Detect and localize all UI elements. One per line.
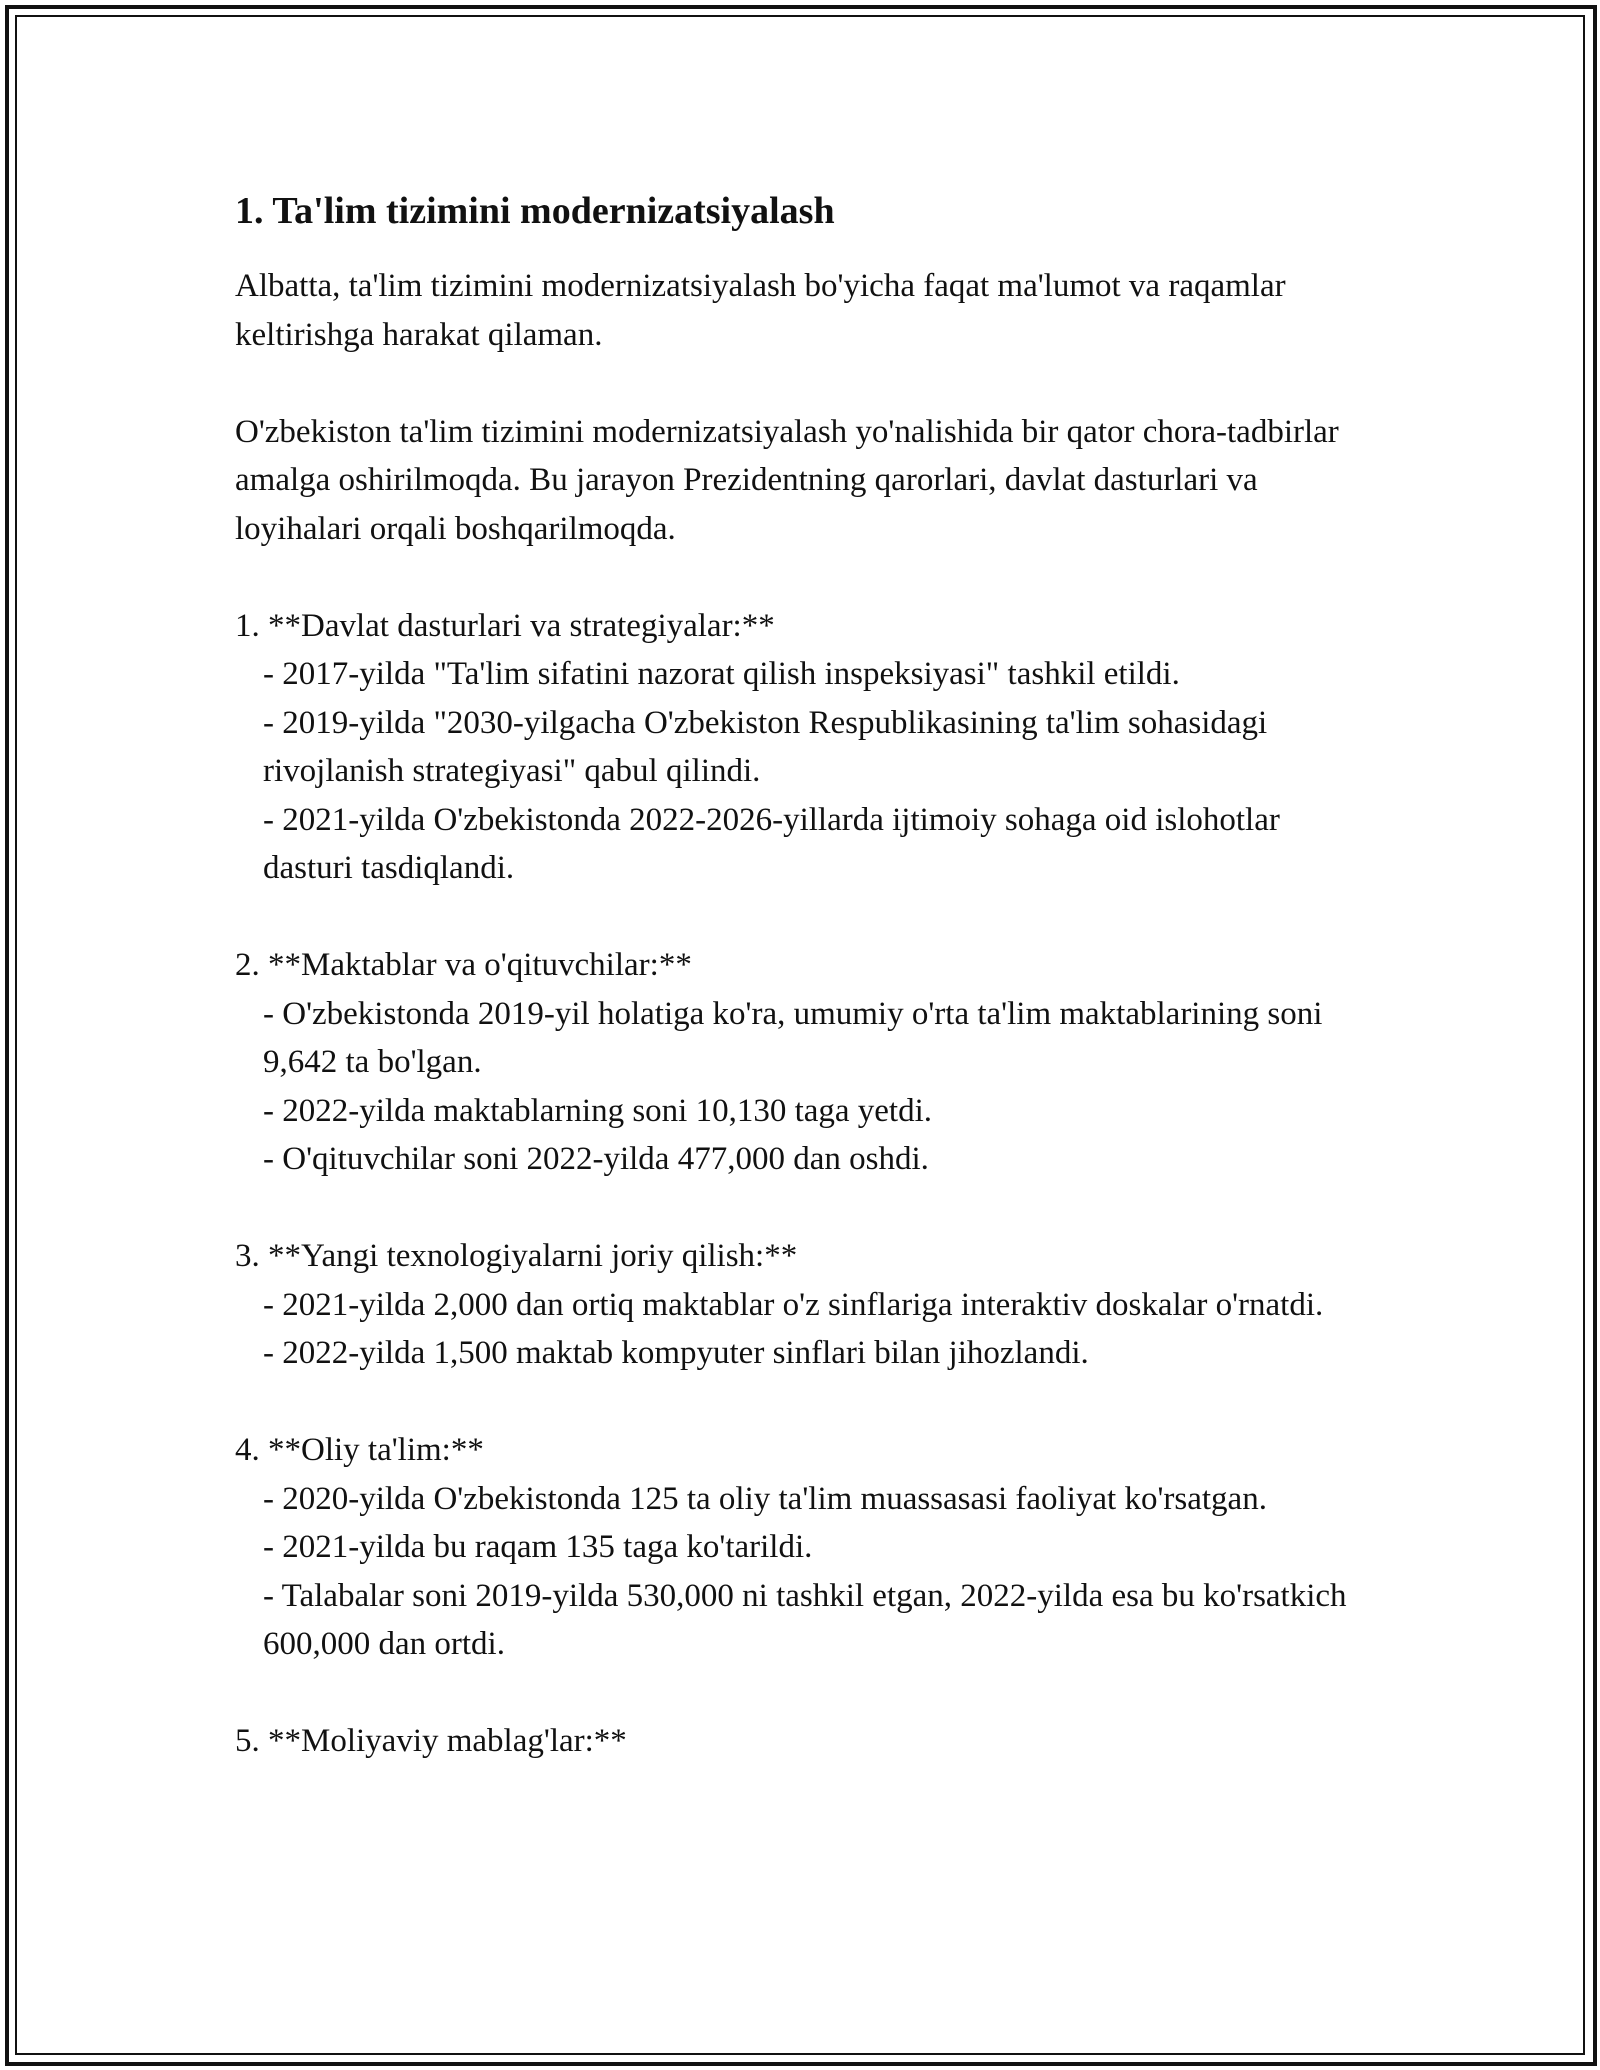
- list-item: - 2019-yilda "2030-yilgacha O'zbekiston Respublikasining ta'lim sohasidagi rivojlanish strategiyasi" qabul qilindi.: [263, 704, 1268, 789]
- list-item: - 2017-yilda "Ta'lim sifatini nazorat qilish inspeksiyasi" tashkil etildi.: [263, 656, 1180, 692]
- document-body: [235, 186, 1365, 1766]
- list-item: - 2021-yilda 2,000 dan ortiq maktablar o'z sinflariga interaktiv doskalar o'rnatdi.: [263, 1286, 1324, 1323]
- list-item: - 2022-yilda 1,500 maktab kompyuter sinflari bilan jihozlandi.: [263, 1335, 1089, 1371]
- list-item: - 2020-yilda O'zbekistonda 125 ta oliy ta'lim muassasasi faoliyat ko'rsatgan.: [263, 1480, 1267, 1517]
- section-1: [235, 602, 1365, 893]
- intro-paragraph-2: O'zbekiston ta'lim tizimini modernizatsiyalash yo'nalishida bir qator chora-tadbirlar amalga oshirilmoqda. Bu jarayon Prezidentning qarorlari, davlat dasturlari va loyihalari orqali boshqarilmoqda.: [235, 413, 1339, 547]
- list-item: - O'qituvchilar soni 2022-yilda 477,000 dan oshdi.: [263, 1141, 929, 1177]
- section-title: 1. **Davlat dasturlari va strategiyalar:**: [235, 607, 775, 644]
- section-5: [235, 1717, 1365, 1766]
- section-4: [235, 1426, 1365, 1669]
- section-title: 5. **Moliyaviy mablag'lar:**: [235, 1723, 627, 1759]
- list-item: - Talabalar soni 2019-yilda 530,000 ni tashkil etgan, 2022-yilda esa bu ko'rsatkich 600,000 dan ortdi.: [263, 1577, 1347, 1662]
- section-2: [235, 941, 1365, 1184]
- list-item: - 2021-yilda O'zbekistonda 2022-2026-yillarda ijtimoiy sohaga oid islohotlar dasturi tasdiqlandi.: [263, 801, 1280, 886]
- list-item: - 2022-yilda maktablarning soni 10,130 taga yetdi.: [263, 1092, 933, 1129]
- list-item: - 2021-yilda bu raqam 135 taga ko'tarildi.: [263, 1529, 813, 1565]
- section-3: [235, 1232, 1365, 1378]
- document-heading: 1. Ta'lim tizimini modernizatsiyalash: [235, 190, 835, 232]
- list-item: - O'zbekistonda 2019-yil holatiga ko'ra, umumiy o'rta ta'lim maktablarining soni 9,642 ta bo'lgan.: [263, 995, 1323, 1080]
- intro-paragraph-1: Albatta, ta'lim tizimini modernizatsiyalash bo'yicha faqat ma'lumot va raqamlar keltirishga harakat qilaman.: [235, 268, 1286, 353]
- section-title: 2. **Maktablar va o'qituvchilar:**: [235, 947, 692, 983]
- section-title: 4. **Oliy ta'lim:**: [235, 1432, 484, 1468]
- section-title: 3. **Yangi texnologiyalarni joriy qilish:**: [235, 1238, 798, 1274]
